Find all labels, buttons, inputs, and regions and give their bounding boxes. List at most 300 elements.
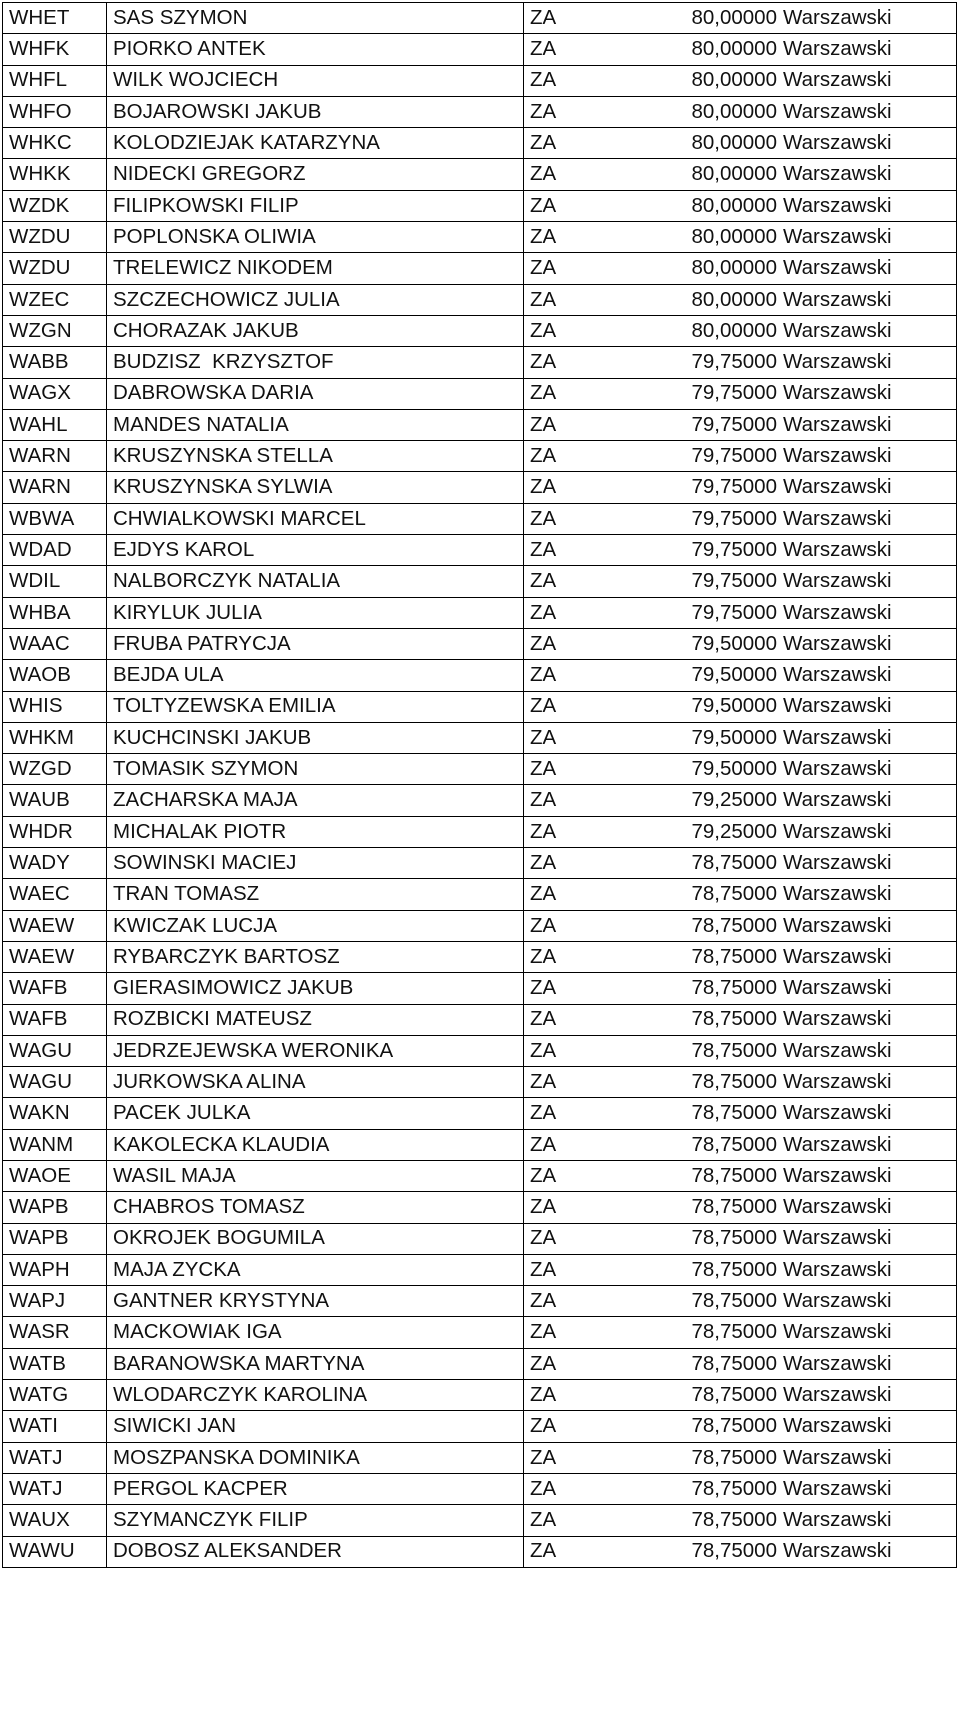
school-code-cell: WHFL: [3, 65, 107, 96]
result-cell: [524, 222, 957, 253]
table-row: [3, 628, 957, 659]
zone-code: ZA: [530, 287, 557, 311]
table-row: [3, 34, 957, 65]
school-code-cell: WAOE: [3, 1160, 107, 1191]
result-cell: [524, 503, 957, 534]
student-name-cell: FILIPKOWSKI FILIP: [107, 190, 524, 221]
score-value: 78,75000: [691, 1132, 777, 1156]
zone-code: ZA: [530, 1257, 557, 1281]
table-row: [3, 1380, 957, 1411]
table-row: [3, 1160, 957, 1191]
zone-code: ZA: [530, 224, 557, 248]
region-name: Warszawski: [783, 1069, 892, 1093]
school-code-cell: WAWU: [3, 1536, 107, 1567]
region-name: Warszawski: [783, 5, 892, 29]
school-code-cell: WHKC: [3, 128, 107, 159]
result-cell: [524, 441, 957, 472]
student-name-cell: SZYMANCZYK FILIP: [107, 1505, 524, 1536]
school-code-cell: WAHL: [3, 409, 107, 440]
table-row: [3, 128, 957, 159]
score-value: 78,75000: [691, 1038, 777, 1062]
region-name: Warszawski: [783, 631, 892, 655]
result-cell: [524, 1536, 957, 1567]
result-cell: [524, 1160, 957, 1191]
table-row: [3, 222, 957, 253]
zone-code: ZA: [530, 1007, 557, 1031]
table-row: [3, 378, 957, 409]
school-code-cell: WZDK: [3, 190, 107, 221]
zone-code: ZA: [530, 788, 557, 812]
result-cell: [524, 128, 957, 159]
zone-code: ZA: [530, 725, 557, 749]
student-name-cell: MAJA ZYCKA: [107, 1254, 524, 1285]
zone-code: ZA: [530, 1101, 557, 1125]
score-value: 80,00000: [691, 287, 777, 311]
school-code-cell: WATI: [3, 1411, 107, 1442]
student-name-cell: SOWINSKI MACIEJ: [107, 848, 524, 879]
zone-code: ZA: [530, 600, 557, 624]
school-code-cell: WAPB: [3, 1223, 107, 1254]
score-value: 78,75000: [691, 913, 777, 937]
score-value: 78,75000: [691, 1351, 777, 1375]
result-cell: [524, 190, 957, 221]
table-row: [3, 190, 957, 221]
region-name: Warszawski: [783, 318, 892, 342]
zone-code: ZA: [530, 381, 557, 405]
result-cell: [524, 597, 957, 628]
region-name: Warszawski: [783, 1132, 892, 1156]
region-name: Warszawski: [783, 600, 892, 624]
region-name: Warszawski: [783, 506, 892, 530]
result-cell: [524, 816, 957, 847]
school-code-cell: WASR: [3, 1317, 107, 1348]
student-name-cell: KRUSZYNSKA STELLA: [107, 441, 524, 472]
score-value: 80,00000: [691, 193, 777, 217]
table-row: [3, 409, 957, 440]
school-code-cell: WZDU: [3, 253, 107, 284]
score-value: 79,50000: [691, 694, 777, 718]
zone-code: ZA: [530, 569, 557, 593]
result-cell: [524, 347, 957, 378]
result-cell: [524, 660, 957, 691]
zone-code: ZA: [530, 99, 557, 123]
score-value: 78,75000: [691, 1476, 777, 1500]
result-cell: [524, 1067, 957, 1098]
school-code-cell: WADY: [3, 848, 107, 879]
zone-code: ZA: [530, 913, 557, 937]
table-row: [3, 1473, 957, 1504]
school-code-cell: WHIS: [3, 691, 107, 722]
student-name-cell: KAKOLECKA KLAUDIA: [107, 1129, 524, 1160]
result-cell: [524, 566, 957, 597]
school-code-cell: WAFB: [3, 973, 107, 1004]
region-name: Warszawski: [783, 569, 892, 593]
score-value: 80,00000: [691, 37, 777, 61]
zone-code: ZA: [530, 882, 557, 906]
table-row: [3, 315, 957, 346]
region-name: Warszawski: [783, 725, 892, 749]
region-name: Warszawski: [783, 1539, 892, 1563]
region-name: Warszawski: [783, 68, 892, 92]
region-name: Warszawski: [783, 1476, 892, 1500]
result-cell: [524, 1004, 957, 1035]
student-name-cell: SIWICKI JAN: [107, 1411, 524, 1442]
zone-code: ZA: [530, 1382, 557, 1406]
score-value: 79,75000: [691, 475, 777, 499]
result-cell: [524, 315, 957, 346]
result-cell: [524, 691, 957, 722]
score-value: 78,75000: [691, 882, 777, 906]
results-table-body: [3, 3, 957, 1568]
table-row: [3, 65, 957, 96]
score-value: 78,75000: [691, 1101, 777, 1125]
student-name-cell: TRELEWICZ NIKODEM: [107, 253, 524, 284]
school-code-cell: WAOB: [3, 660, 107, 691]
score-value: 79,75000: [691, 569, 777, 593]
result-cell: [524, 1192, 957, 1223]
zone-code: ZA: [530, 1476, 557, 1500]
zone-code: ZA: [530, 631, 557, 655]
score-value: 78,75000: [691, 1508, 777, 1532]
region-name: Warszawski: [783, 162, 892, 186]
score-value: 79,50000: [691, 631, 777, 655]
region-name: Warszawski: [783, 944, 892, 968]
table-row: [3, 159, 957, 190]
zone-code: ZA: [530, 5, 557, 29]
zone-code: ZA: [530, 256, 557, 280]
region-name: Warszawski: [783, 1445, 892, 1469]
school-code-cell: WHDR: [3, 816, 107, 847]
score-value: 79,50000: [691, 757, 777, 781]
school-code-cell: WAAC: [3, 628, 107, 659]
result-cell: [524, 159, 957, 190]
student-name-cell: RYBARCZYK BARTOSZ: [107, 941, 524, 972]
student-name-cell: NIDECKI GREGORZ: [107, 159, 524, 190]
school-code-cell: WAEW: [3, 941, 107, 972]
student-name-cell: NALBORCZYK NATALIA: [107, 566, 524, 597]
student-name-cell: BARANOWSKA MARTYNA: [107, 1348, 524, 1379]
region-name: Warszawski: [783, 788, 892, 812]
student-name-cell: SZCZECHOWICZ JULIA: [107, 284, 524, 315]
score-value: 80,00000: [691, 224, 777, 248]
student-name-cell: KWICZAK LUCJA: [107, 910, 524, 941]
table-row: [3, 754, 957, 785]
student-name-cell: KOLODZIEJAK KATARZYNA: [107, 128, 524, 159]
region-name: Warszawski: [783, 224, 892, 248]
result-cell: [524, 628, 957, 659]
student-name-cell: OKROJEK BOGUMILA: [107, 1223, 524, 1254]
result-cell: [524, 1286, 957, 1317]
zone-code: ZA: [530, 1195, 557, 1219]
student-name-cell: WASIL MAJA: [107, 1160, 524, 1191]
student-name-cell: WLODARCZYK KAROLINA: [107, 1380, 524, 1411]
score-value: 79,75000: [691, 506, 777, 530]
table-row: [3, 253, 957, 284]
region-name: Warszawski: [783, 193, 892, 217]
student-name-cell: ROZBICKI MATEUSZ: [107, 1004, 524, 1035]
score-value: 79,50000: [691, 725, 777, 749]
score-value: 80,00000: [691, 68, 777, 92]
result-cell: [524, 1505, 957, 1536]
results-table: [2, 2, 957, 1568]
student-name-cell: DOBOSZ ALEKSANDER: [107, 1536, 524, 1567]
student-name-cell: POPLONSKA OLIWIA: [107, 222, 524, 253]
table-row: [3, 472, 957, 503]
result-cell: [524, 96, 957, 127]
result-cell: [524, 1223, 957, 1254]
school-code-cell: WBWA: [3, 503, 107, 534]
region-name: Warszawski: [783, 1508, 892, 1532]
student-name-cell: WILK WOJCIECH: [107, 65, 524, 96]
score-value: 78,75000: [691, 1414, 777, 1438]
zone-code: ZA: [530, 193, 557, 217]
region-name: Warszawski: [783, 850, 892, 874]
student-name-cell: JURKOWSKA ALINA: [107, 1067, 524, 1098]
student-name-cell: BEJDA ULA: [107, 660, 524, 691]
student-name-cell: KRUSZYNSKA SYLWIA: [107, 472, 524, 503]
table-row: [3, 1286, 957, 1317]
table-row: [3, 1442, 957, 1473]
result-cell: [524, 848, 957, 879]
score-value: 78,75000: [691, 1539, 777, 1563]
school-code-cell: WATB: [3, 1348, 107, 1379]
school-code-cell: WZEC: [3, 284, 107, 315]
school-code-cell: WATG: [3, 1380, 107, 1411]
table-row: [3, 1223, 957, 1254]
student-name-cell: CHWIALKOWSKI MARCEL: [107, 503, 524, 534]
score-value: 79,75000: [691, 412, 777, 436]
student-name-cell: JEDRZEJEWSKA WERONIKA: [107, 1035, 524, 1066]
table-row: [3, 660, 957, 691]
score-value: 78,75000: [691, 1445, 777, 1469]
score-value: 78,75000: [691, 1007, 777, 1031]
table-row: [3, 1505, 957, 1536]
school-code-cell: WZGD: [3, 754, 107, 785]
student-name-cell: TOMASIK SZYMON: [107, 754, 524, 785]
table-row: [3, 1129, 957, 1160]
zone-code: ZA: [530, 1069, 557, 1093]
table-row: [3, 722, 957, 753]
zone-code: ZA: [530, 444, 557, 468]
score-value: 78,75000: [691, 1195, 777, 1219]
region-name: Warszawski: [783, 694, 892, 718]
zone-code: ZA: [530, 757, 557, 781]
score-value: 78,75000: [691, 976, 777, 1000]
zone-code: ZA: [530, 1038, 557, 1062]
region-name: Warszawski: [783, 1320, 892, 1344]
score-value: 79,75000: [691, 381, 777, 405]
table-row: [3, 1348, 957, 1379]
student-name-cell: BUDZISZ KRZYSZTOF: [107, 347, 524, 378]
table-row: [3, 96, 957, 127]
school-code-cell: WATJ: [3, 1473, 107, 1504]
zone-code: ZA: [530, 350, 557, 374]
table-row: [3, 1254, 957, 1285]
student-name-cell: FRUBA PATRYCJA: [107, 628, 524, 659]
school-code-cell: WAFB: [3, 1004, 107, 1035]
table-row: [3, 1098, 957, 1129]
zone-code: ZA: [530, 663, 557, 687]
table-row: [3, 691, 957, 722]
region-name: Warszawski: [783, 1351, 892, 1375]
result-cell: [524, 3, 957, 34]
score-value: 80,00000: [691, 99, 777, 123]
zone-code: ZA: [530, 944, 557, 968]
score-value: 78,75000: [691, 1257, 777, 1281]
zone-code: ZA: [530, 537, 557, 561]
region-name: Warszawski: [783, 757, 892, 781]
result-cell: [524, 1348, 957, 1379]
zone-code: ZA: [530, 68, 557, 92]
zone-code: ZA: [530, 318, 557, 342]
score-value: 79,25000: [691, 819, 777, 843]
score-value: 78,75000: [691, 944, 777, 968]
school-code-cell: WABB: [3, 347, 107, 378]
school-code-cell: WHKK: [3, 159, 107, 190]
zone-code: ZA: [530, 1539, 557, 1563]
result-cell: [524, 754, 957, 785]
school-code-cell: WANM: [3, 1129, 107, 1160]
score-value: 80,00000: [691, 256, 777, 280]
result-cell: [524, 1129, 957, 1160]
student-name-cell: KUCHCINSKI JAKUB: [107, 722, 524, 753]
school-code-cell: WAUX: [3, 1505, 107, 1536]
school-code-cell: WZDU: [3, 222, 107, 253]
school-code-cell: WHFK: [3, 34, 107, 65]
table-row: [3, 3, 957, 34]
region-name: Warszawski: [783, 475, 892, 499]
school-code-cell: WHFO: [3, 96, 107, 127]
region-name: Warszawski: [783, 1007, 892, 1031]
table-row: [3, 503, 957, 534]
student-name-cell: KIRYLUK JULIA: [107, 597, 524, 628]
student-name-cell: CHABROS TOMASZ: [107, 1192, 524, 1223]
table-row: [3, 535, 957, 566]
region-name: Warszawski: [783, 1195, 892, 1219]
student-name-cell: MANDES NATALIA: [107, 409, 524, 440]
region-name: Warszawski: [783, 882, 892, 906]
school-code-cell: WAPH: [3, 1254, 107, 1285]
zone-code: ZA: [530, 1226, 557, 1250]
student-name-cell: BOJAROWSKI JAKUB: [107, 96, 524, 127]
result-cell: [524, 1317, 957, 1348]
result-cell: [524, 1098, 957, 1129]
table-row: [3, 441, 957, 472]
score-value: 79,75000: [691, 537, 777, 561]
region-name: Warszawski: [783, 1163, 892, 1187]
table-row: [3, 879, 957, 910]
region-name: Warszawski: [783, 37, 892, 61]
score-value: 78,75000: [691, 1069, 777, 1093]
table-row: [3, 1192, 957, 1223]
table-row: [3, 1411, 957, 1442]
result-cell: [524, 1442, 957, 1473]
result-cell: [524, 941, 957, 972]
region-name: Warszawski: [783, 350, 892, 374]
region-name: Warszawski: [783, 444, 892, 468]
region-name: Warszawski: [783, 131, 892, 155]
student-name-cell: MICHALAK PIOTR: [107, 816, 524, 847]
student-name-cell: TOLTYZEWSKA EMILIA: [107, 691, 524, 722]
student-name-cell: CHORAZAK JAKUB: [107, 315, 524, 346]
result-cell: [524, 253, 957, 284]
region-name: Warszawski: [783, 1289, 892, 1313]
student-name-cell: SAS SZYMON: [107, 3, 524, 34]
region-name: Warszawski: [783, 99, 892, 123]
result-cell: [524, 65, 957, 96]
student-name-cell: PERGOL KACPER: [107, 1473, 524, 1504]
result-cell: [524, 910, 957, 941]
table-row: [3, 347, 957, 378]
region-name: Warszawski: [783, 1414, 892, 1438]
table-row: [3, 1536, 957, 1567]
result-cell: [524, 409, 957, 440]
result-cell: [524, 535, 957, 566]
zone-code: ZA: [530, 475, 557, 499]
zone-code: ZA: [530, 1132, 557, 1156]
school-code-cell: WAPB: [3, 1192, 107, 1223]
school-code-cell: WAEC: [3, 879, 107, 910]
zone-code: ZA: [530, 819, 557, 843]
score-value: 78,75000: [691, 1163, 777, 1187]
region-name: Warszawski: [783, 976, 892, 1000]
table-row: [3, 785, 957, 816]
zone-code: ZA: [530, 1351, 557, 1375]
region-name: Warszawski: [783, 1038, 892, 1062]
region-name: Warszawski: [783, 381, 892, 405]
school-code-cell: WAGU: [3, 1067, 107, 1098]
score-value: 79,75000: [691, 350, 777, 374]
region-name: Warszawski: [783, 663, 892, 687]
result-cell: [524, 34, 957, 65]
region-name: Warszawski: [783, 1257, 892, 1281]
result-cell: [524, 1411, 957, 1442]
student-name-cell: TRAN TOMASZ: [107, 879, 524, 910]
school-code-cell: WDIL: [3, 566, 107, 597]
score-value: 78,75000: [691, 1289, 777, 1313]
score-value: 78,75000: [691, 850, 777, 874]
student-name-cell: EJDYS KAROL: [107, 535, 524, 566]
region-name: Warszawski: [783, 537, 892, 561]
table-row: [3, 1035, 957, 1066]
score-value: 79,50000: [691, 663, 777, 687]
region-name: Warszawski: [783, 256, 892, 280]
table-row: [3, 848, 957, 879]
student-name-cell: ZACHARSKA MAJA: [107, 785, 524, 816]
zone-code: ZA: [530, 976, 557, 1000]
school-code-cell: WHET: [3, 3, 107, 34]
zone-code: ZA: [530, 1289, 557, 1313]
zone-code: ZA: [530, 1163, 557, 1187]
score-value: 80,00000: [691, 131, 777, 155]
result-cell: [524, 1035, 957, 1066]
table-row: [3, 284, 957, 315]
table-row: [3, 566, 957, 597]
table-row: [3, 1004, 957, 1035]
table-row: [3, 1317, 957, 1348]
zone-code: ZA: [530, 131, 557, 155]
zone-code: ZA: [530, 1414, 557, 1438]
result-cell: [524, 378, 957, 409]
table-row: [3, 1067, 957, 1098]
region-name: Warszawski: [783, 1382, 892, 1406]
student-name-cell: MACKOWIAK IGA: [107, 1317, 524, 1348]
result-cell: [524, 284, 957, 315]
region-name: Warszawski: [783, 1226, 892, 1250]
school-code-cell: WHKM: [3, 722, 107, 753]
region-name: Warszawski: [783, 1101, 892, 1125]
school-code-cell: WHBA: [3, 597, 107, 628]
